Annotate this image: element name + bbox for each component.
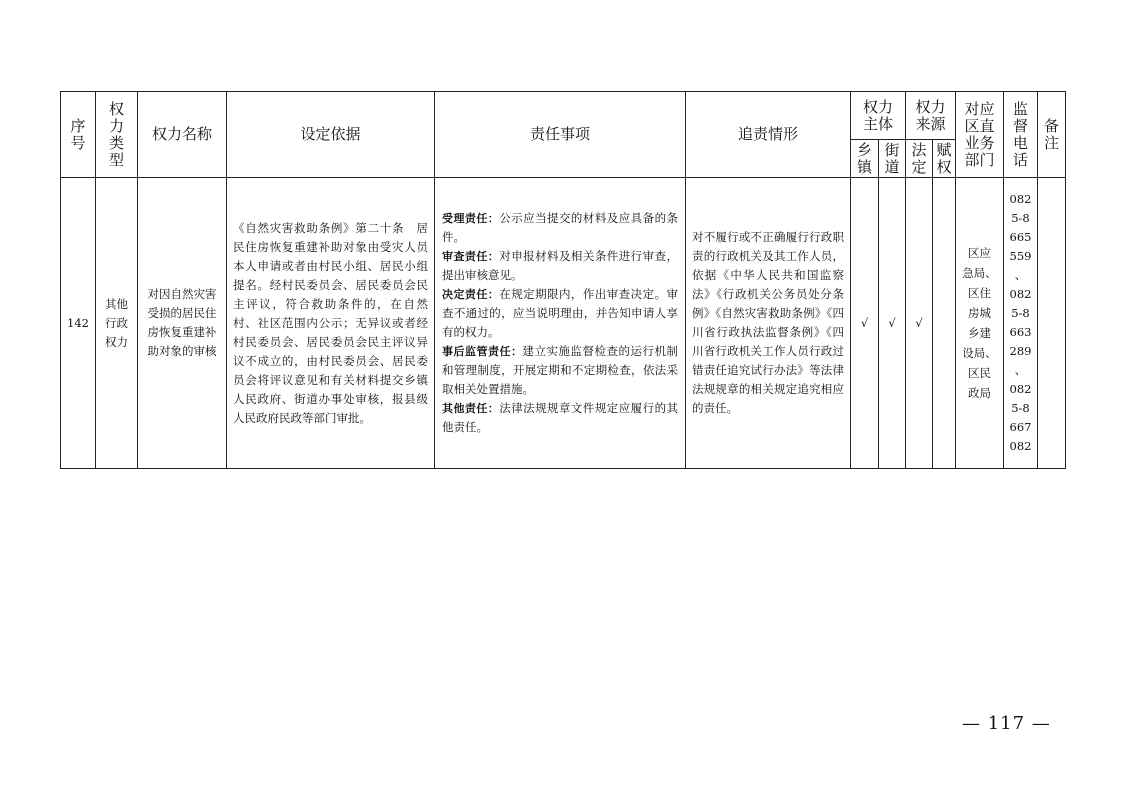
header-type: 权 力 类 型 — [96, 92, 138, 178]
row-accountability: 对不履行或不正确履行行政职责的行政机关及其工作人员，依据《中华人民共和国监察法》《行政机关公务员处分条例》《自然灾害救助条例》《四川省行政执法监督条例》《四川省行政机关工作人员行政过错责任追究试行办法》等法律法规规章的相关规定追究相应的责任。 — [686, 178, 851, 469]
check-town: √ — [851, 178, 879, 469]
header-dept: 对应 区直 业务 部门 — [956, 92, 1004, 178]
header-source-legal: 法 定 — [906, 140, 933, 178]
duty-review: 审查责任：对申报材料及相关条件进行审查，提出审核意见。 — [442, 249, 679, 282]
header-subject-town: 乡 镇 — [851, 140, 879, 178]
check-street: √ — [879, 178, 906, 469]
duty-supervise: 事后监管责任：建立实施监督检查的运行机制和管理制度，开展定期和不定期检查，依法采取相关处置措施。 — [442, 344, 678, 396]
table-row — [61, 178, 1066, 469]
row-dept: 区应 急局、 区住 房城 乡建 设局、 区民 政局 — [956, 178, 1004, 469]
duty-other: 其他责任：法律法规规章文件规定应履行的其他责任。 — [442, 401, 679, 434]
header-source-grant: 赋 权 — [933, 140, 956, 178]
header-basis: 设定依据 — [227, 92, 435, 178]
header-source: 权力 来源 — [906, 92, 956, 140]
row-seq: 142 — [61, 178, 96, 469]
row-remark — [1038, 178, 1066, 469]
row-duties — [435, 178, 686, 469]
power-list-table — [60, 91, 1066, 469]
header-remark: 备 注 — [1038, 92, 1066, 178]
header-subject-street: 街 道 — [879, 140, 906, 178]
check-grant — [933, 178, 956, 469]
row-phone: 082 5-8 665 559 、 082 5-8 663 289 、 082 5-8 667 082 — [1004, 178, 1038, 469]
header-subject: 权力 主体 — [851, 92, 906, 140]
duty-decide: 决定责任：在规定期限内，作出审查决定。审查不通过的，应当说明理由，并告知申请人享有的权力。 — [442, 287, 679, 339]
header-seq: 序 号 — [61, 92, 96, 178]
header-duty: 责任事项 — [435, 92, 686, 178]
header-phone: 监 督 电 话 — [1004, 92, 1038, 178]
row-basis: 《自然灾害救助条例》第二十条 居民住房恢复重建补助对象由受灾人员本人申请或者由村民小组、居民小组提名。经村民委员会、居民委员会民主评议，符合救助条件的，在自然村、社区范围内公示；无异议或者经村民委员会、居民委员会民主评议异议不成立的，由村民委员会、居民委员会将评议意见和有关材料提交乡镇人民政府、街道办事处审核，报县级人民政府民政等部门审批。 — [227, 178, 435, 469]
row-type: 其他 行政 权力 — [96, 178, 138, 469]
header-accountability: 追责情形 — [686, 92, 851, 178]
row-power-name: 对因自然灾害受损的居民住房恢复重建补助对象的审核 — [138, 178, 227, 469]
check-legal: √ — [906, 178, 933, 469]
header-name: 权力名称 — [138, 92, 227, 178]
page-number: — 117 — — [962, 713, 1051, 734]
duty-accept: 受理责任：公示应当提交的材料及应具备的条件。 — [442, 211, 679, 244]
